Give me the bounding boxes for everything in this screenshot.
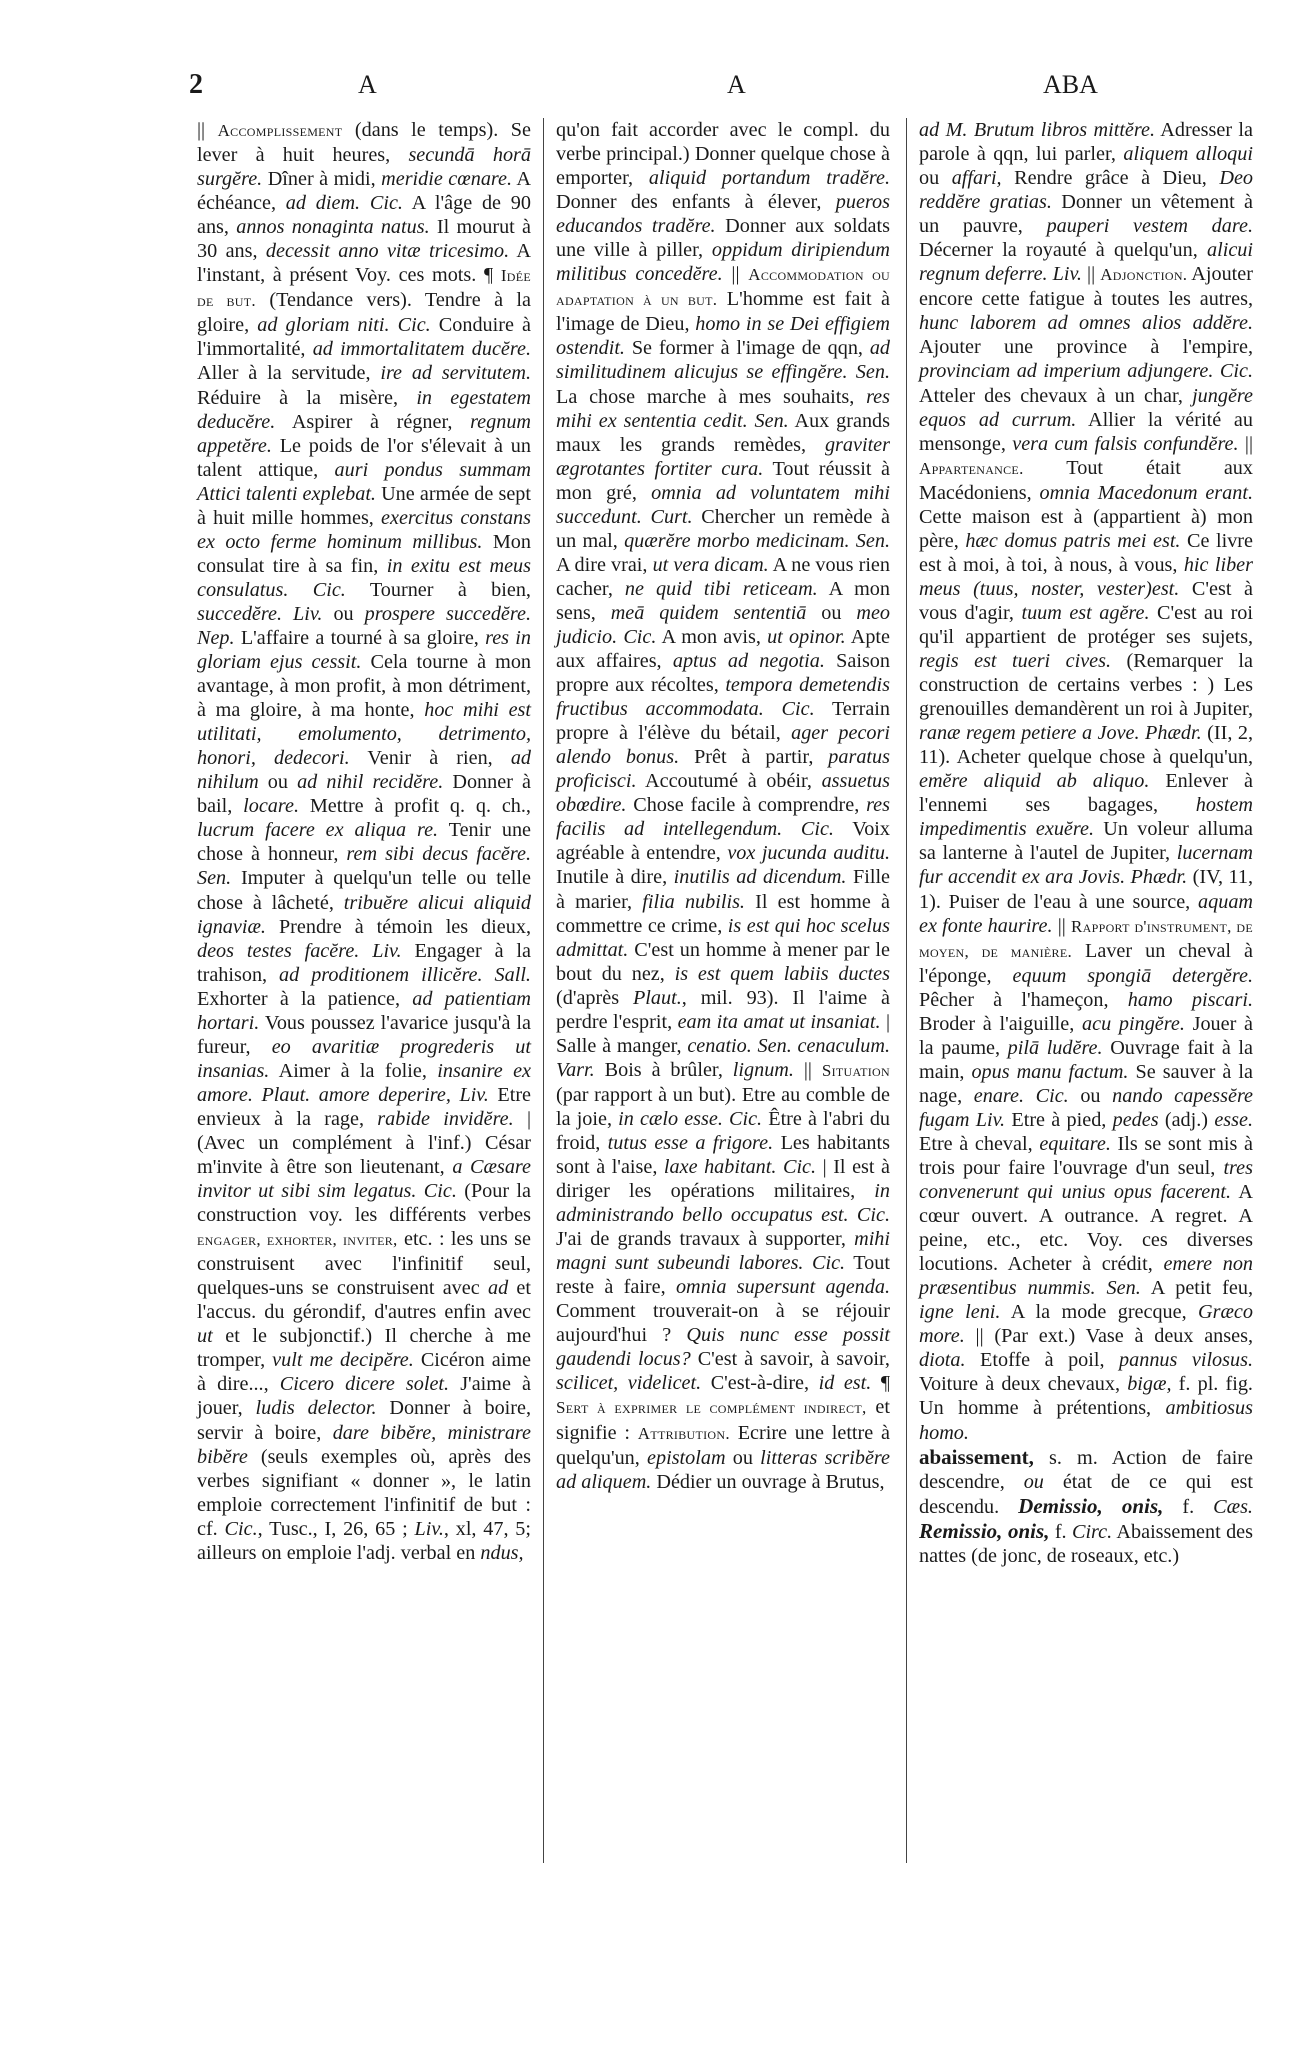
column-3 — [919, 118, 1253, 1568]
headword: abaissement, — [919, 1444, 1034, 1469]
column-2 — [556, 118, 890, 1494]
entry-text: ad M. Brutum libros mittĕre. Adresser la parole à qqn, lui parler, aliquem alloqui ou affari, Rendre grâce à Dieu, Deo reddĕre gratias. Donner un vêtement à un pauvre, pauperi vestem dare. Décerner la royauté à quelqu'un, alicui regnum deferre. Liv. || Adjonction. Ajouter encore cette fatigue à toutes les autres, hunc laborem ad omnes alios addĕre. Ajouter une province à l'empire, provinciam ad imperium adjungere. Cic. Atteler des chevaux à un char, jungĕre equos ad currum. Allier la vérité au mensonge, vera cum falsis confundĕre. || Appartenance. Tout était aux Macédoniens, omnia Macedonum erant. Cette maison est à (appartient à) mon père, hæc domus patris mei est. Ce livre est à moi, à toi, à nous, à vous, hic liber meus (tuus, noster, vester)est. C'est à vous d'agir, tuum est agĕre. C'est au roi qu'il appartient de protéger ses sujets, regis est tueri cives. (Remarquer la construction de certains verbes : ) Les grenouilles demandèrent un roi à Jupiter, ranæ regem petiere a Jove. Phædr. (II, 2, 11). Acheter quelque chose à quelqu'un, emĕre aliquid ab aliquo. Enlever à l'ennemi ses bagages, hostem impedimentis exuĕre. Un voleur alluma sa lanterne à l'autel de Jupiter, lucernam fur accendit ex ara Jovis. Phædr. (IV, 11, 1). Puiser de l'eau à une source, aquam ex fonte haurire. || Rapport d'instrument, de moyen, de manière. Laver un cheval à l'éponge, equum spongiā detergĕre. Pêcher à l'hameçon, hamo piscari. Broder à l'aiguille, acu pingĕre. Jouer à la paume, pilā ludĕre. Ouvrage fait à la main, opus manu factum. Se sauver à la nage, enare. Cic. ou nando capessĕre fugam Liv. Etre à pied, pedes (adj.) esse. Etre à cheval, equitare. Ils se sont mis à trois pour faire l'ouvrage d'un seul, tres convenerunt qui unius opus facerent. A cœur ouvert. A outrance. A regret. A peine, etc., etc. Voy. ces diverses locutions. Acheter à crédit, emere non præsentibus nummis. Sen. A petit feu, igne leni. A la mode grecque, Græco more. || (Par ext.) Vase à deux anses, diota. Etoffe à poil, pannus vilosus. Voiture à deux chevaux, bigæ, f. pl. fig. Un homme à prétentions, ambitiosus homo. — [919, 119, 1254, 1444]
entry-abaissement: abaissement, s. m. Action de faire descendre, ou état de ce qui est descendu. Demissio, onis, f. Cæs. Remissio, onis, f. Circ. Abaissement des nattes (de jonc, de roseaux, etc.) — [919, 1444, 1253, 1567]
running-head-left: A — [358, 70, 377, 99]
entry-text: qu'on fait accorder avec le compl. du verbe principal.) Donner quelque chose à emporter, aliquid portandum tradĕre. Donner des enfants à élever, pueros educandos tradĕre. Donner aux soldats une ville à piller, oppidum diripiendum militibus concedĕre. || Accommodation ou adaptation à un but. L'homme est fait à l'image de Dieu, homo in se Dei effigiem ostendit. Se former à l'image de qqn, ad similitudinem alicujus se effingĕre. Sen. La chose marche à mes souhaits, res mihi ex sententia cedit. Sen. Aux grands maux les grands remèdes, graviter ægrotantes fortiter cura. Tout réussit à mon gré, omnia ad voluntatem mihi succedunt. Curt. Chercher un remède à un mal, quærĕre morbo medicinam. Sen. A dire vrai, ut vera dicam. A ne vous rien cacher, ne quid tibi reticeam. A mon sens, meā quidem sententiā ou meo judicio. Cic. A mon avis, ut opinor. Apte aux affaires, aptus ad negotia. Saison propre aux récoltes, tempora demetendis fructibus accommodata. Cic. Terrain propre à l'élève du bétail, ager pecori alendo bonus. Prêt à partir, paratus proficisci. Accoutumé à obéir, assuetus obœdire. Chose facile à comprendre, res facilis ad intellegendum. Cic. Voix agréable à entendre, vox jucunda auditu. Inutile à dire, inutilis ad dicendum. Fille à marier, filia nubilis. Il est homme à commettre ce crime, is est qui hoc scelus admittat. C'est un homme à mener par le bout du nez, is est quem labiis ductes (d'après Plaut., mil. 93). Il l'aime à perdre l'esprit, eam ita amat ut insaniat. | Salle à manger, cenatio. Sen. cenaculum. Varr. Bois à brûler, lignum. || Situation (par rapport à un but). Etre au comble de la joie, in cælo esse. Cic. Être à l'abri du froid, tutus esse a frigore. Les habitants sont à l'aise, laxe habitant. Cic. | Il est à diriger les opérations militaires, in administrando bello occupatus est. Cic. J'ai de grands travaux à supporter, mihi magni sunt subeundi labores. Cic. Tout reste à faire, omnia supersunt agenda. Comment trouverait-on à se réjouir aujourd'hui ? Quis nunc esse possit gaudendi locus? C'est à savoir, à savoir, scilicet, videlicet. C'est-à-dire, id est. ¶ Sert à exprimer le complément indirect, et signifie : Attribution. Ecrire une lettre à quelqu'un, epistolam ou litteras scribĕre ad aliquem. Dédier un ouvrage à Brutus, — [556, 119, 891, 1493]
page-number: 2 — [189, 69, 203, 100]
running-head-middle: A — [727, 70, 746, 99]
entry-text: || Accomplissement (dans le temps). Se lever à huit heures, secundā horā surgĕre. Dîner à midi, meridie cœnare. A échéance, ad diem. Cic. A l'âge de 90 ans, annos nonaginta natus. Il mourut à 30 ans, decessit anno vitæ tricesimo. A l'instant, à présent Voy. ces mots. ¶ Idée de but. (Tendance vers). Tendre à la gloire, ad gloriam niti. Cic. Conduire à l'immortalité, ad immortalitatem ducĕre. Aller à la servitude, ire ad servitutem. Réduire à la misère, in egestatem deducĕre. Aspirer à régner, regnum appetĕre. Le poids de l'or s'élevait à un talent attique, auri pondus summam Attici talenti explebat. Une armée de sept à huit mille hommes, exercitus constans ex octo ferme hominum millibus. Mon consulat tire à sa fin, in exitu est meus consulatus. Cic. Tourner à bien, succedĕre. Liv. ou prospere succedĕre. Nep. L'affaire a tourné à sa gloire, res in gloriam ejus cessit. Cela tourne à mon avantage, à mon profit, à mon détriment, à ma gloire, à ma honte, hoc mihi est utilitati, emolumento, detrimento, honori, dedecori. Venir à rien, ad nihilum ou ad nihil recidĕre. Donner à bail, locare. Mettre à profit q. q. ch., lucrum facere ex aliqua re. Tenir une chose à honneur, rem sibi decus facĕre. Sen. Imputer à quelqu'un telle ou telle chose à lâcheté, tribuĕre alicui aliquid ignaviæ. Prendre à témoin les dieux, deos testes facĕre. Liv. Engager à la trahison, ad proditionem illicĕre. Sall. Exhorter à la patience, ad patientiam hortari. Vous poussez l'avarice jusqu'à la fureur, eo avaritiæ progrederis ut insanias. Aimer à la folie, insanire ex amore. Plaut. amore deperire, Liv. Etre envieux à la rage, rabide invidĕre. | (Avec un complément à l'inf.) César m'invite à être son lieutenant, a Cæsare invitor ut sibi sim legatus. Cic. (Pour la construction voy. les différents verbes engager, exhorter, inviter, etc. : les uns se construisent avec l'infinitif seul, quelques-uns se construisent avec ad et l'accus. du gérondif, d'autres enfin avec ut et le subjonctif.) Il cherche à me tromper, vult me decipĕre. Cicéron aime à dire..., Cicero dicere solet. J'aime à jouer, ludis delector. Donner à boire, servir à boire, dare bibĕre, ministrare bibĕre (seuls exemples où, après des verbes signifiant « donner », le latin emploie correctement l'infinitif de but : cf. Cic., Tusc., I, 26, 65 ; Liv., xl, 47, 5; ailleurs on emploie l'adj. verbal en ndus, — [197, 119, 532, 1564]
column-1 — [197, 118, 531, 1565]
column-rule-1 — [543, 118, 544, 1863]
column-rule-2 — [906, 118, 907, 1863]
running-head-right: ABA — [1043, 70, 1098, 99]
